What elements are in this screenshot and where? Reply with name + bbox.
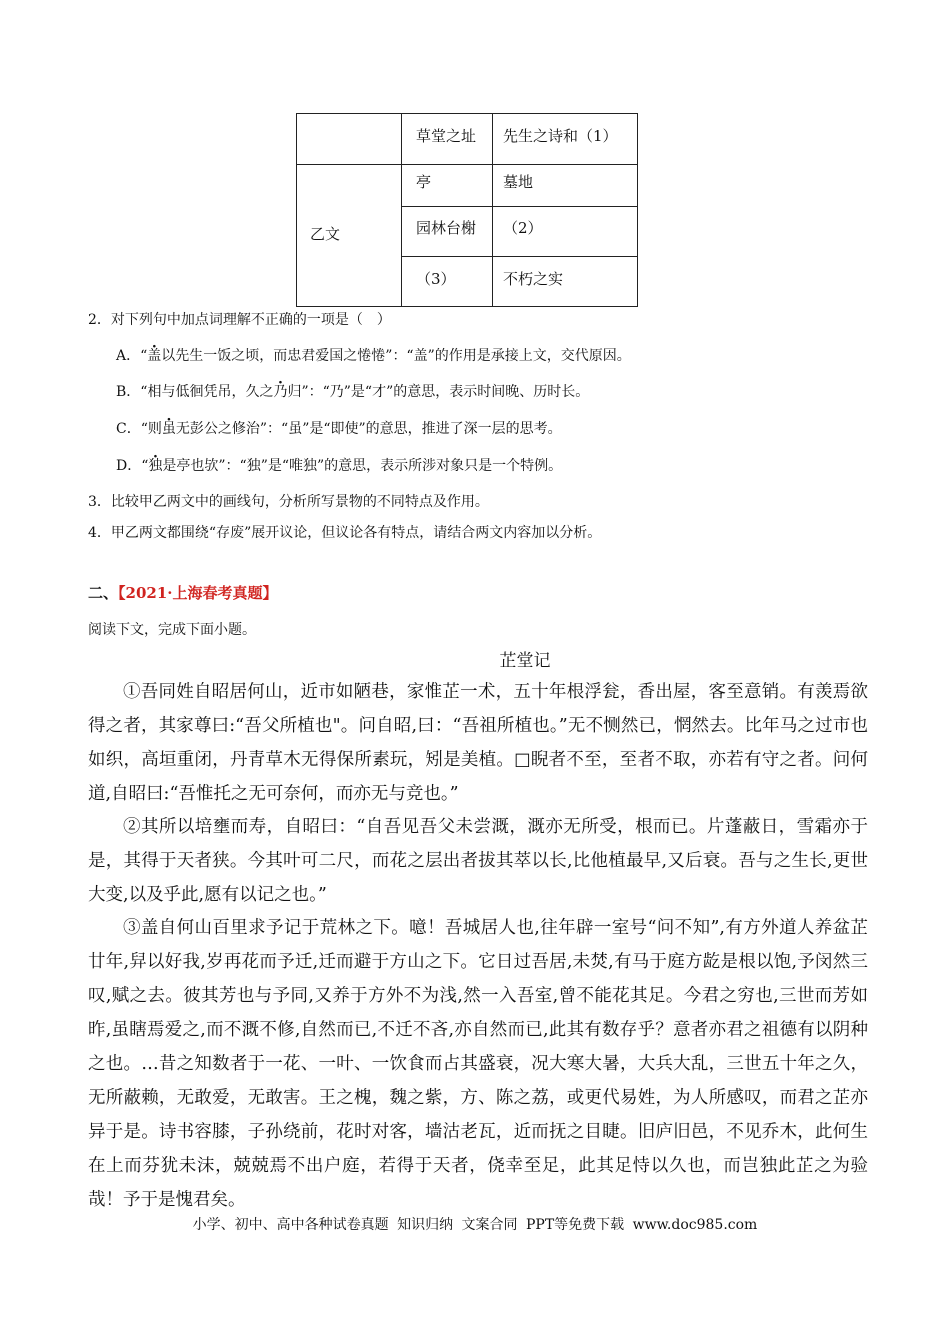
table-cell: 墓地	[503, 173, 534, 191]
option-a: A．“盖以先生一饭之顷，而忠君爱国之惓惓”：“盖”的作用是承接上文，交代原因。	[116, 348, 631, 364]
section-tag: 【2021·上海春考真题】	[118, 584, 278, 602]
question-4: 4．甲乙两文都围绕“存废”展开议论，但议论各有特点，请结合两文内容加以分析。	[88, 525, 602, 541]
table-cell: 园林台榭	[416, 219, 477, 237]
article-title: 芷堂记	[499, 651, 551, 671]
emphasis-dot-char: 独	[148, 458, 163, 474]
table-cell: 亭	[416, 173, 432, 191]
table-group-label: 乙文	[310, 225, 341, 243]
emphasis-dot-char: 虽	[161, 421, 176, 437]
reading-instruction: 阅读下文，完成下面小题。	[88, 622, 256, 638]
article-paragraph-2: ②其所以培壅而寿，自昭曰：“自吾见吾父未尝溉，溉亦无所受，根而已。片蓬蔽日，雪霜亦于是，其得于天者狭。今其叶可二尺，而花之层出者拔其萃以长,比他植最早,又后衰。吾与之生长,更世大变,以及乎此,愿有以记之也。”	[88, 817, 868, 905]
page-footer: 小学、初中、高中各种试卷真题 知识归纳 文案合同 PPT等免费下载 www.doc985.com	[192, 1217, 758, 1233]
option-d: D．“独是亭也欤”：“独”是“唯独”的意思，表示所涉对象只是一个特例。	[116, 458, 563, 474]
table-cell: 先生之诗和（1）	[503, 127, 618, 145]
option-c: C．“则虽无彭公之修治”：“虽”是“即使”的意思，推进了深一层的思考。	[116, 421, 562, 437]
emphasis-dot-char: 盖	[147, 348, 162, 364]
question-2-stem: 2．对下列句中加点词理解不正确的一项是（ ）	[88, 312, 391, 328]
table-cell: （2）	[503, 219, 543, 237]
article-paragraph-1: ①吾同姓自昭居何山，近市如陋巷，家惟芷一术，五十年根浮瓮，香出屋，客至意销。有羡焉欲得之者，其家尊曰:“吾父所植也"。问自昭,曰：“吾祖所植也。”无不恻然已，惘然去。比年马之过市也如织，高垣重闭，丹青草木无得保所素玩，矧是美植。□睨者不至，至者不取，亦若有守之者。问何道,自昭曰:“吾惟托之无可奈何，而亦无与竞也。”	[88, 682, 868, 804]
option-b: B．“相与低徊凭吊，久之乃归”：“乃”是“才”的意思，表示时间晚、历时长。	[116, 384, 590, 400]
section-heading: 二、【2021·上海春考真题】	[88, 584, 278, 602]
analysis-table	[296, 113, 638, 307]
table-cell: 不朽之实	[503, 270, 564, 288]
emphasis-dot-char: 乃	[273, 384, 288, 400]
article-paragraph-3: ③盖自何山百里求予记于荒林之下。噫！吾城居人也,往年辟一室号“问不知”,有方外道人养盆芷廿年,舁以好我,岁再花而予迁,迁而避于方山之下。它日过吾居,未焚,有马于庭方龁是根以饱,予闵然三叹,赋之去。彼其芳也与予同,又养于方外不为浅,然一入吾室,曾不能花其足。今君之穷也,三世而芳如昨,虽瞎焉爱之,而不溉不修,自然而已,不迁不吝,亦自然而已,此其有数存乎？意者亦君之祖德有以阴种之也。…昔之知数者于一花、一叶、一饮食而占其盛衰，况大寒大暑，大兵大乱，三世五十年之久，无所蔽赖，无敢爱，无敢害。王之槐，魏之紫，方、陈之荔，或更代易姓，为人所感叹，而君之芷亦异于是。诗书容膝，子孙绕前，花时对客，墙沽老瓦，近而抚之目睫。旧庐旧邑，不见乔木，此何生在上而芬犹未沫，兢兢焉不出户庭，若得于天者，侥幸至足，此其足恃以久也，而岂独此芷之为验哉！予于是愧君矣。	[88, 918, 868, 1210]
table-cell: 草堂之址	[416, 127, 477, 145]
table-cell: （3）	[416, 270, 456, 288]
question-3: 3．比较甲乙两文中的画线句，分析所写景物的不同特点及作用。	[88, 494, 489, 510]
